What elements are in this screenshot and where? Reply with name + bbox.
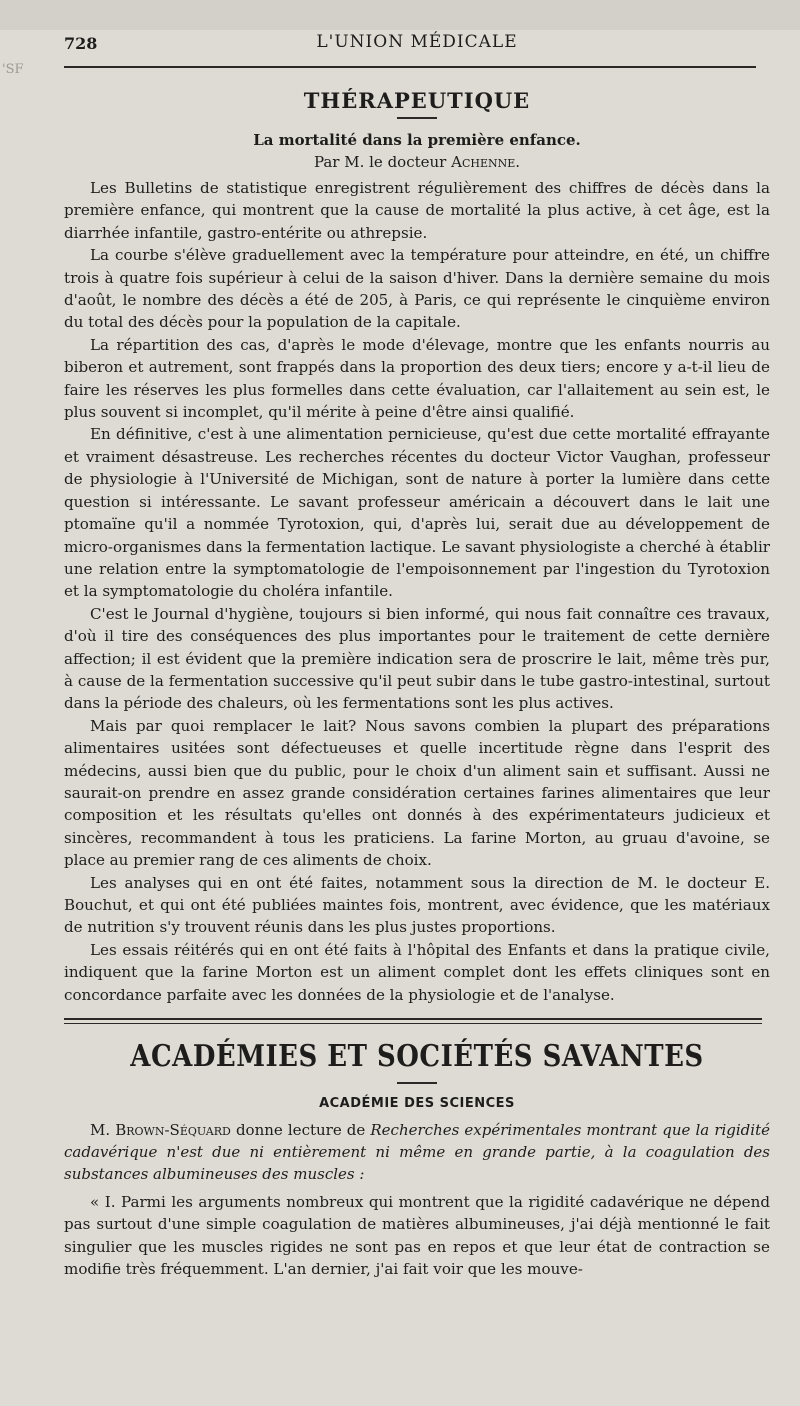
section-double-rule [64,1018,762,1024]
byline-author: Achenne [451,153,516,171]
margin-mark: 'SF [2,62,24,77]
article-body [64,177,770,1006]
header-rule [64,66,756,68]
academies-divider [397,1082,437,1084]
article-byline [64,153,770,171]
running-head [64,30,770,66]
journal-title: L'UNION MÉDICALE [316,32,518,52]
academy-intro [64,1119,770,1185]
journal-page [0,30,800,1406]
byline-prefix: Par M. le docteur [313,153,452,171]
section-divider [397,117,437,119]
article-paragraph: C'est le Journal d'hygiène, toujours si bien informé, qui nous fait connaître ces travaux, d'où il tire des conséquences des plus importantes pour le traitement de cette dernière affection; il est évident que la première indication sera de proscrire le lait, même très pur, à cause de la fermentation successive qu'il peut subir dans le tube gastro-intestinal, surtout dans la période des chaleurs, où les fermentations sont les plus actives. [64,604,770,713]
section-title: THÉRAPEUTIQUE [303,88,531,113]
academies-title: ACADÉMIES ET SOCIÉTÉS SAVANTES [130,1039,704,1075]
byline-suffix: . [515,153,521,171]
article-paragraph: Les analyses qui en ont été faites, notamment sous la direction de M. le docteur E. Bouchut, et qui ont été publiées maintes fois, montrent, avec évidence, que les matériaux de nutrition s'y trouvent réunis dans les plus justes proportions. [64,873,770,937]
intro-speaker: M. Brown-Séquard [90,1121,231,1140]
academy-quote-paragraph: « I. Parmi les arguments nombreux qui montrent que la rigidité cadavérique ne dépend pas surtout d'une simple coagulation de matières albumineuses, j'ai déjà mentionné le fait singulier que les muscles rigides ne sont pas en repos et que leur état de contraction se modifie très fréquemment. L'an dernier, j'ai fait voir que les mouve- [64,1193,770,1279]
page-number: 728 [64,34,98,53]
article-paragraph: Mais par quoi remplacer le lait? Nous savons combien la plupart des préparations alimentaires usitées sont défectueuses et quelle incertitude règne dans l'esprit des médecins, aussi bien que du public, pour le choix d'un aliment sain et suffisant. Aussi ne saurait-on prendre en assez grande considération certaines farines alimentaires que leur composition et les résultats qu'elles ont donnés à des expérimentateurs judicieux et sincères, recommandent à tous les praticiens. La farine Morton, au gruau d'avoine, se place au premier rang de ces aliments de choix. [64,716,770,870]
article-paragraph: Les essais réitérés qui en ont été faits à l'hôpital des Enfants et dans la pratique civile, indiquent que la farine Morton est un aliment complet dont les effets cliniques sont en concordance parfaite avec les données de la physiologie et de l'analyse. [64,940,770,1004]
intro-title: Recherches expérimentales montrant que la rigidité cadavérique n'est due ni entièrement ni même en grande partie, à la coagulation des substances albumineuses des muscles : [64,1121,770,1184]
intro-text: donne lecture de [230,1121,371,1140]
article-paragraph: La courbe s'élève graduellement avec la température pour atteindre, en été, un chiffre trois à quatre fois supérieur à celui de la saison d'hiver. Dans la dernière semaine du mois d'août, le nombre des décès a été de 205, à Paris, ce qui représente le cinquième environ du total des décès pour la population de la capitale. [64,246,770,332]
article-title: La mortalité dans la première enfance. [253,131,581,149]
article-paragraph: Les Bulletins de statistique enregistrent régulièrement des chiffres de décès dans la première enfance, qui montrent que la cause de mortalité la plus active, à cet âge, est la diarrhée infantile, gastro-entérite ou athrepsie. [64,179,770,242]
article-paragraph: En définitive, c'est à une alimentation pernicieuse, qu'est due cette mortalité effrayante et vraiment désastreuse. Les recherches récentes du docteur Victor Vaughan, professeur de physiologie à l'Université de Michigan, sont de nature à porter la lumière dans cette question si intéressante. Le savant professeur américain a découvert dans le lait une ptomaïne qu'il a nommée Tyrotoxion, qui, d'après lui, serait due au développement de micro-organismes dans la fermentation lactique. Le savant physiologiste a cherché à établir une relation entre la symptomatologie de l'empoisonnement par l'ingestion du Tyrotoxion et la symptomatologie du choléra infantile. [64,425,770,601]
article-paragraph: La répartition des cas, d'après le mode d'élevage, montre que les enfants nourris au biberon et autrement, sont frappés dans la proportion des deux tiers; encore y a-t-il lieu de faire les réserves les plus formelles dans cette évaluation, car l'allaitement au sein est, le plus souvent si incomplet, qu'il mérite à peine d'être ainsi qualifié. [64,335,770,422]
academy-subtitle: ACADÉMIE DES SCIENCES [319,1096,515,1112]
